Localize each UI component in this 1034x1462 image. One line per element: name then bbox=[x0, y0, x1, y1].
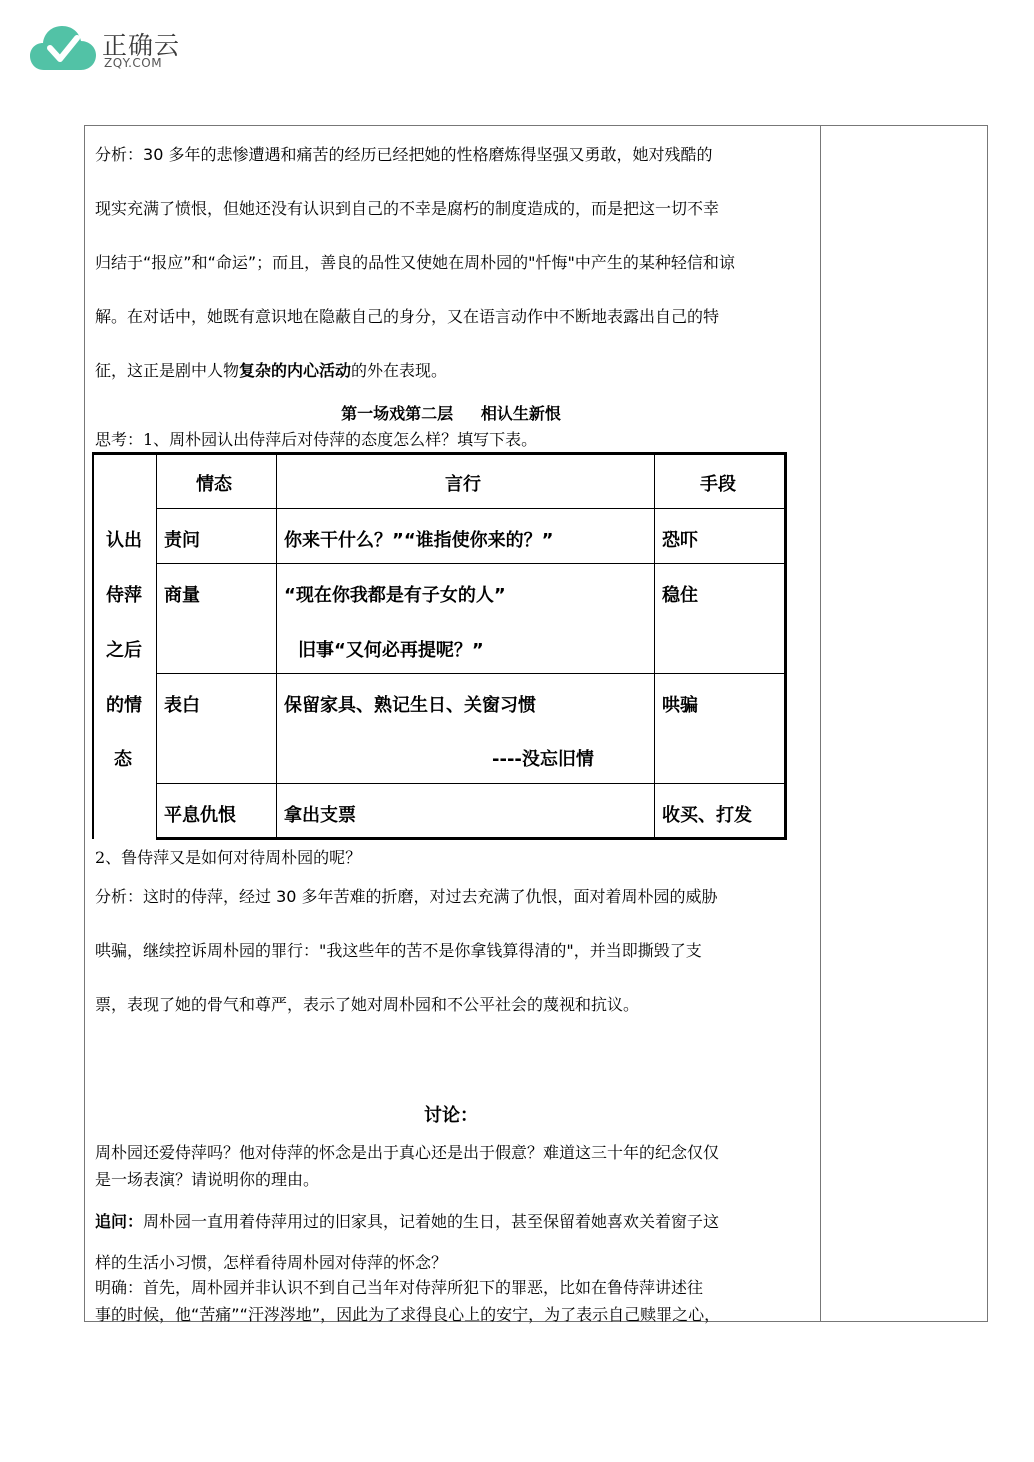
cloud-check-icon bbox=[30, 24, 96, 72]
analysis-line: 的外在表现。 bbox=[351, 361, 448, 380]
side-label-line: 的情 bbox=[106, 695, 142, 716]
page-table-divider bbox=[820, 125, 821, 1322]
side-label-line: 认出 bbox=[106, 530, 142, 551]
logo-text-en: ZQY.COM bbox=[104, 56, 163, 70]
followup-cont bbox=[95, 1249, 807, 1276]
answer-line: 事的时候，他“苦痛”“汗涔涔地”，因此为了求得良心上的安宁，为了表示自己赎罪之心， bbox=[95, 1305, 721, 1324]
side-label-line: 态 bbox=[114, 749, 132, 770]
logo-text-cn: 正确云 bbox=[102, 31, 181, 60]
analysis-line: 这时的侍萍，经过 30 多年苦难的折磨，对过去充满了仇恨，面对着周朴园的威胁 bbox=[143, 887, 718, 906]
cell-means: 稳住 bbox=[662, 585, 698, 606]
cell-words: 保留家具、熟记生日、关窗习惯 bbox=[284, 695, 536, 716]
cell-state: 表白 bbox=[164, 695, 200, 716]
analysis-line: 哄骗，继续控诉周朴园的罪行："我这些年的苦不是你拿钱算得清的"，并当即撕毁了支 bbox=[95, 941, 702, 960]
header-state: 情态 bbox=[196, 474, 232, 495]
section-title: 第一场戏第二层 相认生新恨 bbox=[341, 404, 561, 423]
discussion-line: 是一场表演？请说明你的理由。 bbox=[95, 1170, 320, 1189]
cell-state: 商量 bbox=[164, 585, 200, 606]
emphasis-text: 复杂的内心活动 bbox=[239, 361, 352, 380]
discussion-title: 讨论： bbox=[424, 1105, 478, 1126]
answer bbox=[95, 1274, 807, 1328]
cell-words: 旧事“又何必再提呢？” bbox=[298, 640, 484, 661]
cell-state: 责问 bbox=[164, 530, 200, 551]
cell-words: 拿出支票 bbox=[284, 805, 356, 826]
side-label-line: 之后 bbox=[106, 640, 142, 661]
cell-words: ----没忘旧情 bbox=[492, 749, 594, 770]
analysis-1 bbox=[95, 128, 807, 398]
analysis-line: 归结于“报应”和“命运”；而且，善良的品性又使她在周朴园的"忏悔"中产生的某种轻信和谅 bbox=[95, 253, 735, 272]
logo bbox=[30, 24, 190, 76]
attitude-table bbox=[92, 452, 786, 839]
analysis-line: 现实充满了愤恨，但她还没有认识到自己的不幸是腐朽的制度造成的，而是把这一切不幸 bbox=[95, 199, 720, 218]
cell-means: 收买、打发 bbox=[662, 805, 752, 826]
cell-means: 恐吓 bbox=[662, 530, 698, 551]
cell-state: 平息仇恨 bbox=[164, 805, 236, 826]
analysis-line: 解。在对话中，她既有意识地在隐蔽自己的身分，又在语言动作中不断地表露出自己的特 bbox=[95, 307, 720, 326]
cell-words: 你来干什么？”“谁指使你来的？” bbox=[284, 530, 554, 551]
cell-means: 哄骗 bbox=[662, 695, 698, 716]
cell-words: “现在你我都是有子女的人” bbox=[284, 585, 506, 606]
answer-label: 明确： bbox=[95, 1278, 144, 1297]
answer-line: 首先，周朴园并非认识不到自己当年对侍萍所犯下的罪恶，比如在鲁侍萍讲述往 bbox=[143, 1278, 704, 1297]
think-question-1: 思考：1、周朴园认出侍萍后对侍萍的态度怎么样？填写下表。 bbox=[95, 430, 538, 449]
discussion-question bbox=[95, 1139, 807, 1193]
analysis-2 bbox=[95, 870, 807, 1032]
followup-label: 追问： bbox=[95, 1212, 144, 1231]
analysis-line: 票，表现了她的骨气和尊严，表示了她对周朴园和不公平社会的蔑视和抗议。 bbox=[95, 995, 640, 1014]
analysis-label: 分析： bbox=[95, 887, 144, 906]
side-label-line: 侍萍 bbox=[106, 585, 142, 606]
header-means: 手段 bbox=[700, 474, 736, 495]
analysis-label: 分析： bbox=[95, 145, 144, 164]
analysis-line: 30 多年的悲惨遭遇和痛苦的经历已经把她的性格磨炼得坚强又勇敢，她对残酷的 bbox=[143, 145, 713, 164]
analysis-line: 征，这正是剧中人物 bbox=[95, 361, 240, 380]
header-words: 言行 bbox=[445, 474, 481, 495]
followup bbox=[95, 1195, 807, 1249]
discussion-line: 周朴园还爱侍萍吗？他对侍萍的怀念是出于真心还是出于假意？难道这三十年的纪念仅仅 bbox=[95, 1143, 720, 1162]
followup-line: 样的生活小习惯，怎样看待周朴园对侍萍的怀念？ bbox=[95, 1253, 448, 1272]
followup-line: 周朴园一直用着侍萍用过的旧家具，记着她的生日，甚至保留着她喜欢关着窗子这 bbox=[143, 1212, 720, 1231]
think-question-2: 2、鲁侍萍又是如何对待周朴园的呢？ bbox=[95, 848, 362, 867]
